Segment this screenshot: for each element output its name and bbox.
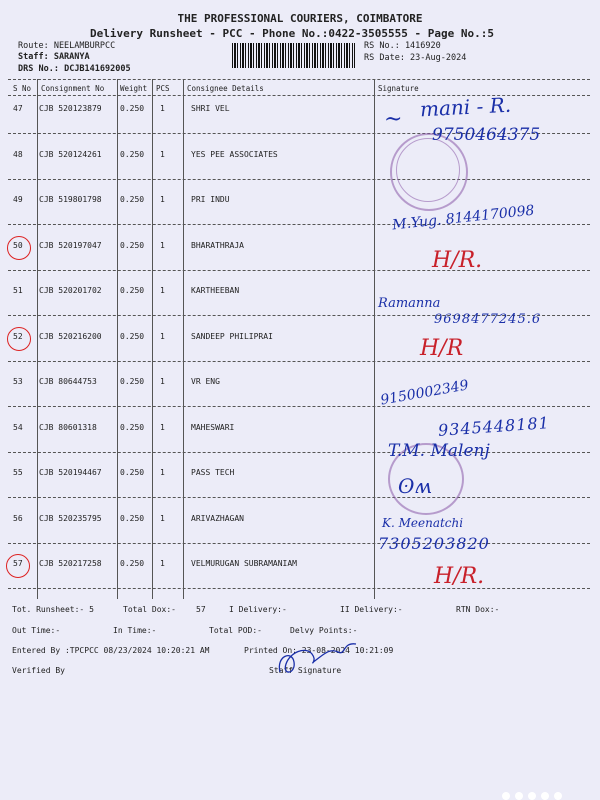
staff-signature-scribble xyxy=(272,636,362,680)
row-consignment-no: CJB 520124261 xyxy=(39,149,102,159)
row-divider xyxy=(8,406,590,407)
total-pod: Total POD:- xyxy=(209,626,262,635)
row-sno: 47 xyxy=(13,104,23,113)
row-weight: 0.250 xyxy=(120,559,145,568)
row-divider xyxy=(8,224,590,225)
row-pcs: 1 xyxy=(160,240,165,250)
row-consignment-no: CJB 520216200 xyxy=(39,331,102,341)
row-consignment-no: CJB 520123879 xyxy=(39,104,102,113)
rs-date: RS Date: 23-Aug-2024 xyxy=(364,53,467,63)
row-consignee: PASS TECH xyxy=(191,468,235,477)
row-pcs: 1 xyxy=(160,104,165,113)
punch-hole xyxy=(554,792,562,800)
runsheet-title: Delivery Runsheet - PCC - Phone No.:0422-3505555 - Page No.:5 xyxy=(90,27,494,40)
hr-mark: H/R. xyxy=(432,248,483,273)
tot-runsheet: Tot. Runsheet:- 5 xyxy=(12,605,94,614)
handwritten-signature: M.Yug. 8144170098 xyxy=(391,202,536,234)
row-consignee: PRI INDU xyxy=(191,195,230,204)
row-consignment-no: CJB 519801798 xyxy=(39,195,102,204)
col-divider xyxy=(117,79,118,599)
row-weight: 0.250 xyxy=(120,104,145,113)
row-pcs: 1 xyxy=(160,286,165,295)
in-time: In Time:- xyxy=(113,626,157,635)
route-label: Route: NEELAMBURPCC xyxy=(18,41,116,51)
col-divider xyxy=(152,79,153,599)
handwritten-phone: 9698477245.6 xyxy=(434,312,542,327)
handwritten-signature: K. Meenatchi xyxy=(382,516,464,530)
row-consignment-no: CJB 520235795 xyxy=(39,513,102,523)
handwritten-mark: ~ xyxy=(384,107,403,132)
col-divider xyxy=(37,79,38,599)
row-consignee: ARIVAZHAGAN xyxy=(191,513,244,523)
row-weight: 0.250 xyxy=(120,149,145,159)
punch-hole xyxy=(502,792,510,800)
row-sno: 48 xyxy=(13,149,23,159)
handwritten-phone: 9150002349 xyxy=(379,377,470,409)
handwritten-signature: T.M. Malenj xyxy=(388,441,490,461)
row-divider xyxy=(8,588,590,589)
row-sno: 52 xyxy=(13,331,23,341)
row-consignee: SHRI VEL xyxy=(191,104,230,113)
handwritten-mark: ʘʍ xyxy=(398,474,432,498)
col-signature: Signature xyxy=(378,84,419,93)
row-consignee: VELMURUGAN SUBRAMANIAM xyxy=(191,559,297,568)
row-weight: 0.250 xyxy=(120,468,145,477)
row-consignment-no: CJB 520217258 xyxy=(39,559,102,568)
drs-number xyxy=(18,64,131,74)
handwritten-phone: 9750464375 xyxy=(432,125,541,145)
handwritten-phone: 7305203820 xyxy=(378,534,490,553)
row-consignment-no: CJB 520197047 xyxy=(39,240,102,250)
rs-number: RS No.: 1416920 xyxy=(364,41,441,51)
row-divider xyxy=(8,497,590,498)
header-top-rule xyxy=(8,79,590,80)
row-sno: 50 xyxy=(13,240,23,250)
printed-on: Printed On: 23-08-2024 10:21:09 xyxy=(244,646,394,655)
row-consignment-no: CJB 520194467 xyxy=(39,468,102,477)
col-weight: Weight xyxy=(120,84,148,93)
handwritten-phone: 9345448181 xyxy=(437,413,551,440)
row-consignee: BHARATHRAJA xyxy=(191,240,244,250)
row-pcs: 1 xyxy=(160,377,165,386)
staff-label: Staff: SARANYA xyxy=(18,52,90,62)
delvy-points: Delvy Points:- xyxy=(290,626,358,635)
row-consignment-no: CJB 80644753 xyxy=(39,377,97,386)
row-sno: 55 xyxy=(13,468,23,477)
row-consignee: KARTHEEBAN xyxy=(191,286,240,295)
verified-by: Verified By xyxy=(12,666,65,675)
row-consignee: YES PEE ASSOCIATES xyxy=(191,149,278,159)
row-weight: 0.250 xyxy=(120,240,145,250)
row-weight: 0.250 xyxy=(120,513,145,523)
col-divider xyxy=(183,79,184,599)
drs-label: DRS No.: xyxy=(18,64,59,74)
row-consignee: SANDEEP PHILIPRAI xyxy=(191,331,273,341)
i-delivery: I Delivery:- xyxy=(229,605,287,614)
row-pcs: 1 xyxy=(160,149,165,159)
total-dox-label: Total Dox:- xyxy=(123,605,176,614)
row-divider xyxy=(8,361,590,362)
company-stamp-inner xyxy=(396,138,460,202)
row-sno: 53 xyxy=(13,377,23,386)
row-weight: 0.250 xyxy=(120,195,145,204)
row-consignment-no: CJB 80601318 xyxy=(39,422,97,432)
row-consignment-no: CJB 520201702 xyxy=(39,286,102,295)
row-divider xyxy=(8,452,590,453)
ii-delivery: II Delivery:- xyxy=(340,605,403,614)
out-time: Out Time:- xyxy=(12,626,61,635)
barcode xyxy=(232,43,355,68)
col-sno: S No xyxy=(13,84,32,93)
punch-hole xyxy=(515,792,523,800)
col-consignee: Consignee Details xyxy=(187,84,264,93)
row-pcs: 1 xyxy=(160,195,165,204)
circle-mark xyxy=(6,554,30,578)
staff-signature-label: Staff Signature xyxy=(269,666,342,675)
entered-by: Entered By :TPCPCC 08/23/2024 10:20:21 AM xyxy=(12,646,210,655)
row-pcs: 1 xyxy=(160,331,165,341)
punch-hole xyxy=(528,792,536,800)
row-pcs: 1 xyxy=(160,513,165,523)
total-dox-value: 57 xyxy=(196,605,206,614)
row-weight: 0.250 xyxy=(120,422,145,432)
drs-value: DCJB141692005 xyxy=(64,64,131,74)
row-divider xyxy=(8,179,590,180)
row-pcs: 1 xyxy=(160,422,165,432)
row-weight: 0.250 xyxy=(120,286,145,295)
row-pcs: 1 xyxy=(160,559,165,568)
hr-mark: H/R. xyxy=(434,564,485,589)
circle-mark xyxy=(7,236,31,260)
row-divider xyxy=(8,543,590,544)
row-sno: 51 xyxy=(13,286,23,295)
col-pcs: PCS xyxy=(156,84,170,93)
row-consignee: VR ENG xyxy=(191,377,220,386)
row-weight: 0.250 xyxy=(120,377,145,386)
row-weight: 0.250 xyxy=(120,331,145,341)
col-consignment: Consignment No xyxy=(41,84,105,93)
row-sno: 54 xyxy=(13,422,23,432)
handwritten-signature: Ramanna xyxy=(378,296,441,311)
row-sno: 49 xyxy=(13,195,23,204)
row-consignee: MAHESWARI xyxy=(191,422,235,432)
company-title: THE PROFESSIONAL COURIERS, COIMBATORE xyxy=(177,12,423,25)
hr-mark: H/R xyxy=(420,336,464,361)
handwritten-signature: mani - R. xyxy=(419,92,512,122)
punch-hole xyxy=(541,792,549,800)
row-sno: 56 xyxy=(13,513,23,523)
rtn-dox: RTN Dox:- xyxy=(456,605,500,614)
col-divider xyxy=(374,79,375,599)
row-sno: 57 xyxy=(13,559,23,568)
row-divider xyxy=(8,270,590,271)
circle-mark xyxy=(7,327,31,351)
row-pcs: 1 xyxy=(160,468,165,477)
